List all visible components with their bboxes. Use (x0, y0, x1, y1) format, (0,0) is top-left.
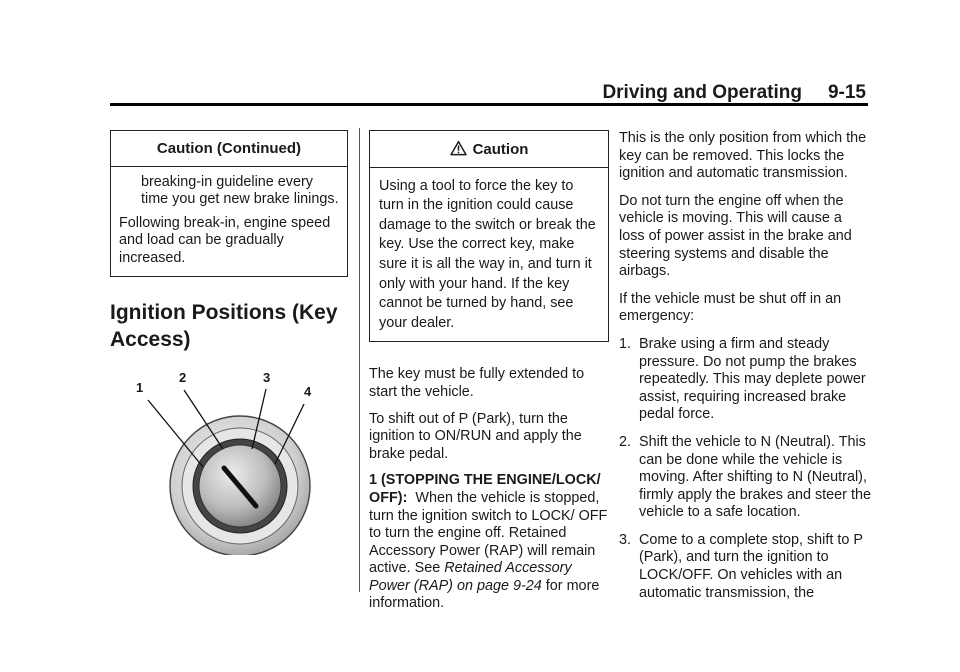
header-section-title: Driving and Operating (602, 82, 802, 103)
section-heading: Ignition Positions (Key Access) (110, 300, 338, 351)
paragraph-key-removal: This is the only position from which the key can be removed. This locks the ignition and automatic transmission. (619, 130, 867, 182)
header-rule (110, 103, 868, 106)
paragraph-shift-out-park: To shift out of P (Park), turn the ignition to ON/RUN and apply the brake pedal. (369, 410, 582, 462)
position-label-1: 1 (136, 379, 144, 395)
list-item-number: 3. (619, 531, 632, 548)
position-1-text-b: for more information. (369, 577, 600, 612)
caution-continued-body (111, 167, 347, 276)
header-page-number: 9-15 (827, 82, 866, 103)
paragraph-emergency-intro: If the vehicle must be shut off in an emergency: (619, 290, 842, 325)
caution-continued-box (110, 130, 348, 277)
caution-title-bar (370, 131, 608, 168)
emergency-steps-list (619, 336, 871, 602)
column-1 (110, 130, 348, 555)
paragraph-engine-off-warning: Do not turn the engine off when the vehicle is moving. This will cause a loss of power assist in the brake and steering systems and disable the airbags. (619, 192, 852, 280)
caution-title: Caution (472, 141, 529, 158)
caution-continued-indented-text: breaking-in guideline every time you get new brake linings. (141, 173, 339, 208)
running-header (602, 82, 866, 104)
caution-box (369, 130, 609, 342)
list-item-text: Brake using a firm and steady pressure. Do not pump the brakes repeatedly. This may deplete power assist, requiring increased brake pedal force. (639, 335, 866, 423)
position-label-4: 4 (304, 383, 312, 399)
position-1-text-a: When the vehicle is stopped, turn the ignition switch to LOCK/ OFF to turn the engine off. Retained Accessory Power (RAP) will remain active. See (369, 489, 608, 577)
position-label-3: 3 (263, 369, 271, 385)
list-item-text: Shift the vehicle to N (Neutral). This can be done while the vehicle is moving. After shifting to N (Neutral), firmly apply the brakes and steer the vehicle to a safe location. (639, 433, 871, 521)
paragraph-position-1 (369, 472, 609, 613)
ignition-dial-graphic (130, 375, 330, 555)
column-2 (369, 130, 609, 622)
caution-continued-text: Following break-in, engine speed and load can be gradually increased. (119, 214, 331, 266)
list-item (619, 336, 871, 424)
column-3 (619, 130, 871, 612)
column-divider (359, 128, 360, 592)
list-item (619, 434, 871, 522)
rap-cross-reference-link[interactable]: Retained Accessory Power (RAP) on page 9-24 (369, 560, 572, 594)
list-item-number: 1. (619, 335, 632, 352)
paragraph-key-extended: The key must be fully extended to start the vehicle. (369, 366, 585, 400)
ignition-diagram (130, 369, 330, 555)
position-1-lead: 1 (STOPPING THE ENGINE/LOCK/ OFF): (369, 472, 601, 506)
list-item (619, 532, 871, 602)
list-item-number: 2. (619, 433, 632, 450)
caution-continued-title: Caution (Continued) (111, 131, 347, 167)
list-item-text: Come to a complete stop, shift to P (Park), and turn the ignition to LOCK/OFF. On vehicles with an automatic transmission, the (639, 531, 863, 601)
caution-body: Using a tool to force the key to turn in the ignition could cause damage to the switch or break the key. Use the correct key, make sure it is all the way in, and turn it only with your hand. If the key cannot be turned by hand, see your dealer. (379, 177, 596, 331)
position-label-2: 2 (179, 369, 187, 385)
warning-triangle-icon (450, 140, 467, 156)
